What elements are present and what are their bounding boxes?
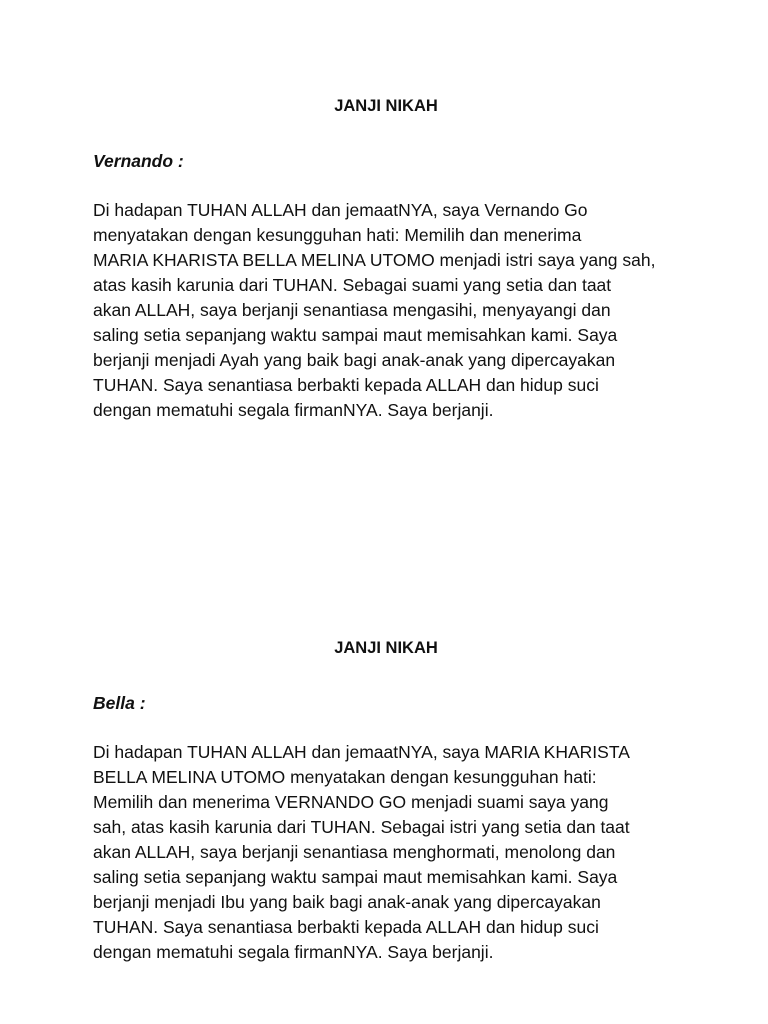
vow-line: akan ALLAH, saya berjanji senantiasa mengasihi, menyayangi dan <box>93 300 611 320</box>
vow-line: sah, atas kasih karunia dari TUHAN. Sebagai istri yang setia dan taat <box>93 817 630 837</box>
vow-paragraph <box>93 740 693 965</box>
vow-line: Di hadapan TUHAN ALLAH dan jemaatNYA, saya Vernando Go <box>93 200 588 220</box>
speaker-name: Vernando : <box>93 151 184 171</box>
vow-line: TUHAN. Saya senantiasa berbakti kepada ALLAH dan hidup suci <box>93 375 599 395</box>
vow-line: Di hadapan TUHAN ALLAH dan jemaatNYA, saya MARIA KHARISTA <box>93 742 630 762</box>
vow-section-groom <box>93 94 693 423</box>
speaker-name: Bella : <box>93 693 146 713</box>
vow-line: TUHAN. Saya senantiasa berbakti kepada ALLAH dan hidup suci <box>93 917 599 937</box>
vow-line: saling setia sepanjang waktu sampai maut memisahkan kami. Saya <box>93 325 618 345</box>
vow-line: berjanji menjadi Ayah yang baik bagi anak-anak yang dipercayakan <box>93 350 616 370</box>
vow-line: dengan mematuhi segala firmanNYA. Saya berjanji. <box>93 942 494 962</box>
vow-line: atas kasih karunia dari TUHAN. Sebagai suami yang setia dan taat <box>93 275 612 295</box>
vow-paragraph <box>93 198 693 423</box>
vow-line: saling setia sepanjang waktu sampai maut memisahkan kami. Saya <box>93 867 618 887</box>
vow-line: MARIA KHARISTA BELLA MELINA UTOMO menjadi istri saya yang sah, <box>93 250 656 270</box>
vow-section-bride <box>93 636 693 965</box>
vow-line: Memilih dan menerima VERNANDO GO menjadi suami saya yang <box>93 792 609 812</box>
vow-line: BELLA MELINA UTOMO menyatakan dengan kesungguhan hati: <box>93 767 597 787</box>
vow-line: akan ALLAH, saya berjanji senantiasa menghormati, menolong dan <box>93 842 616 862</box>
section-heading: JANJI NIKAH <box>334 97 438 115</box>
vow-line: menyatakan dengan kesungguhan hati: Memilih dan menerima <box>93 225 582 245</box>
vow-line: berjanji menjadi Ibu yang baik bagi anak-anak yang dipercayakan <box>93 892 601 912</box>
vow-line: dengan mematuhi segala firmanNYA. Saya berjanji. <box>93 400 494 420</box>
section-heading: JANJI NIKAH <box>334 639 438 657</box>
